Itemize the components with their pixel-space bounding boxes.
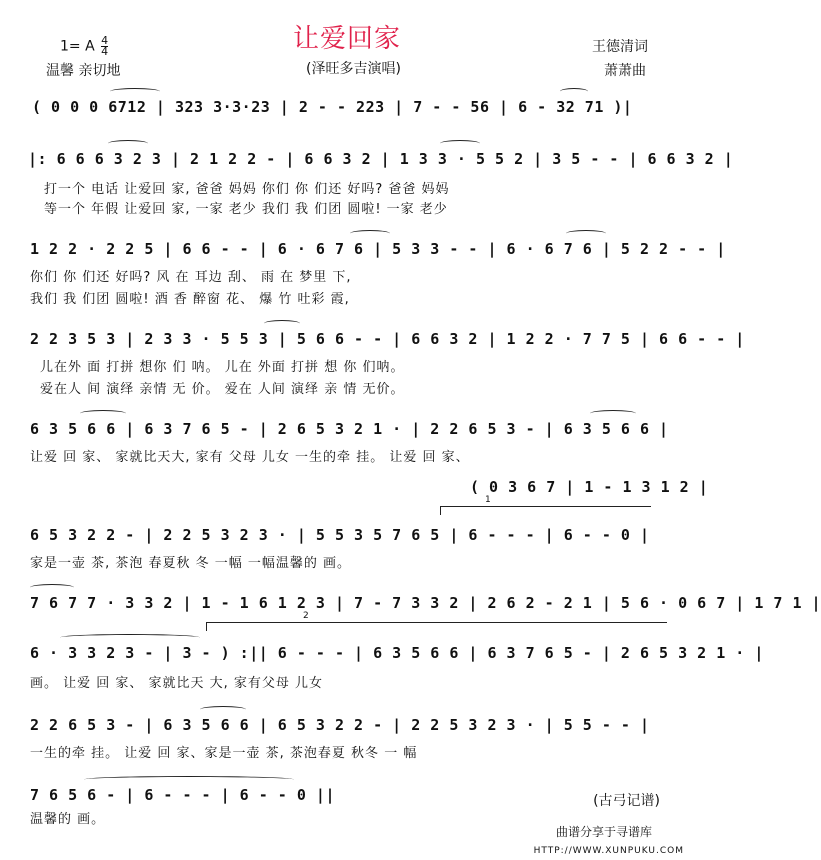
score-row-5-notes: ( 0 3 6 7 | 1 - 1 3 1 2 | <box>470 478 709 496</box>
score-row-10-notes: 7 6 5 6 - | 6 - - - | 6 - - 0 || <box>30 786 335 804</box>
first-ending-label: 1 <box>485 495 491 505</box>
key-label: 1= A <box>60 38 95 55</box>
score-row-10-lyric-1: 温馨的 画。 <box>30 812 106 827</box>
score-row-4-notes: 6 3 5 6 6 | 6 3 7 6 5 - | 2 6 5 3 2 1 · | 2 2 6 5 3 - | 6 3 5 6 6 | <box>30 420 669 438</box>
slur <box>80 410 126 417</box>
score-row-8-lyric-1: 画。 让爱 回 家、 家就比天 大, 家有父母 儿女 <box>30 676 324 691</box>
time-signature <box>101 36 108 57</box>
score-row-3-notes: 2 2 3 5 3 | 2 3 3 · 5 5 3 | 5 6 6 - - | 6 6 3 2 | 1 2 2 · 7 7 5 | 6 6 - - | <box>30 330 745 348</box>
score-row-3-lyric-1: 儿在外 面 打拼 想你 们 呐。 儿在 外面 打拼 想 你 们呐。 <box>40 360 405 375</box>
slur <box>110 88 160 95</box>
slur <box>440 140 480 147</box>
slur <box>264 320 300 327</box>
score-row-2-lyric-2: 我们 我 们团 圆啦! 酒 香 醉窗 花、 爆 竹 吐彩 霞, <box>30 292 350 307</box>
score-row-9-notes: 2 2 6 5 3 - | 6 3 5 6 6 | 6 5 3 2 2 - | 2 2 5 3 2 3 · | 5 5 - - | <box>30 716 650 734</box>
second-ending-label: 2 <box>303 611 309 621</box>
slur <box>108 140 148 147</box>
score-row-6-notes: 6 5 3 2 2 - | 2 2 5 3 2 3 · | 5 5 3 5 7 6 5 | 6 - - - | 6 - - 0 | <box>30 526 650 544</box>
time-bottom: 4 <box>101 45 109 58</box>
score-row-9-lyric-1: 一生的牵 挂。 让爱 回 家、家是一壶 茶, 茶泡春夏 秋冬 一 幅 <box>30 746 418 761</box>
score-row-7-notes: 7 6 7 7 · 3 3 2 | 1 - 1 6 1 2 3 | 7 - 7 3 3 2 | 2 6 2 - 2 1 | 5 6 · 0 6 7 | 1 7 1 | <box>30 594 821 612</box>
score-row-3-lyric-2: 爱在人 间 演绎 亲情 无 价。 爱在 人间 演绎 亲 情 无价。 <box>40 382 405 397</box>
slur <box>590 410 636 417</box>
transcriber-note: (古弓记谱) <box>593 793 660 809</box>
second-ending-bracket <box>206 611 667 631</box>
slur <box>200 706 246 713</box>
score-row-4-lyric-1: 让爱 回 家、 家就比天大, 家有 父母 儿女 一生的牵 挂。 让爱 回 家、 <box>30 450 470 465</box>
time-top: 4 <box>101 34 109 47</box>
score-row-2-notes: 1 2 2 · 2 2 5 | 6 6 - - | 6 · 6 7 6 | 5 3 3 - - | 6 · 6 7 6 | 5 2 2 - - | <box>30 240 726 258</box>
score-row-1-lyric-1: 打一个 电话 让爱回 家, 爸爸 妈妈 你们 你 们还 好吗? 爸爸 妈妈 <box>44 182 450 197</box>
first-ending-bracket <box>440 495 651 515</box>
footer-site-name: 曲谱分享于寻谱库 <box>555 825 652 839</box>
score-row-1-notes: |: 6 6 6 3 2 3 | 2 1 2 2 - | 6 6 3 2 | 1 3 3 · 5 5 2 | 3 5 - - | 6 6 3 2 | <box>28 150 734 168</box>
score-row-2-lyric-1: 你们 你 们还 好吗? 风 在 耳边 刮、 雨 在 梦里 下, <box>30 270 352 285</box>
singer-credit: (泽旺多吉演唱) <box>306 61 401 77</box>
score-row-0-notes: ( 0 0 0 6712 | 323 3·3·23 | 2 - - 223 | 7 - - 56 | 6 - 32 71 )| <box>32 98 633 116</box>
composer-credit: 萧萧曲 <box>604 63 646 79</box>
slur <box>60 634 200 641</box>
score-row-8-notes: 6 · 3 3 2 3 - | 3 - ) :|| 6 - - - | 6 3 5 6 6 | 6 3 7 6 5 - | 2 6 5 3 2 1 · | <box>30 644 764 662</box>
slur <box>84 776 294 783</box>
slur <box>30 584 74 591</box>
slur <box>560 88 588 95</box>
slur <box>566 230 606 237</box>
slur <box>350 230 390 237</box>
score-row-1-lyric-2: 等一个 年假 让爱回 家, 一家 老少 我们 我 们团 圆啦! 一家 老少 <box>44 202 448 217</box>
footer-site-url[interactable]: HTTP://WWW.XUNPUKU.COM <box>533 846 684 856</box>
key-signature <box>60 36 108 57</box>
song-title: 让爱回家 <box>292 24 401 54</box>
score-row-6-lyric-1: 家是一壶 茶, 茶泡 春夏秋 冬 一幅 一幅温馨的 画。 <box>30 556 352 571</box>
tempo-marking: 温馨 亲切地 <box>46 63 121 79</box>
lyricist-credit: 王德清词 <box>592 39 648 55</box>
